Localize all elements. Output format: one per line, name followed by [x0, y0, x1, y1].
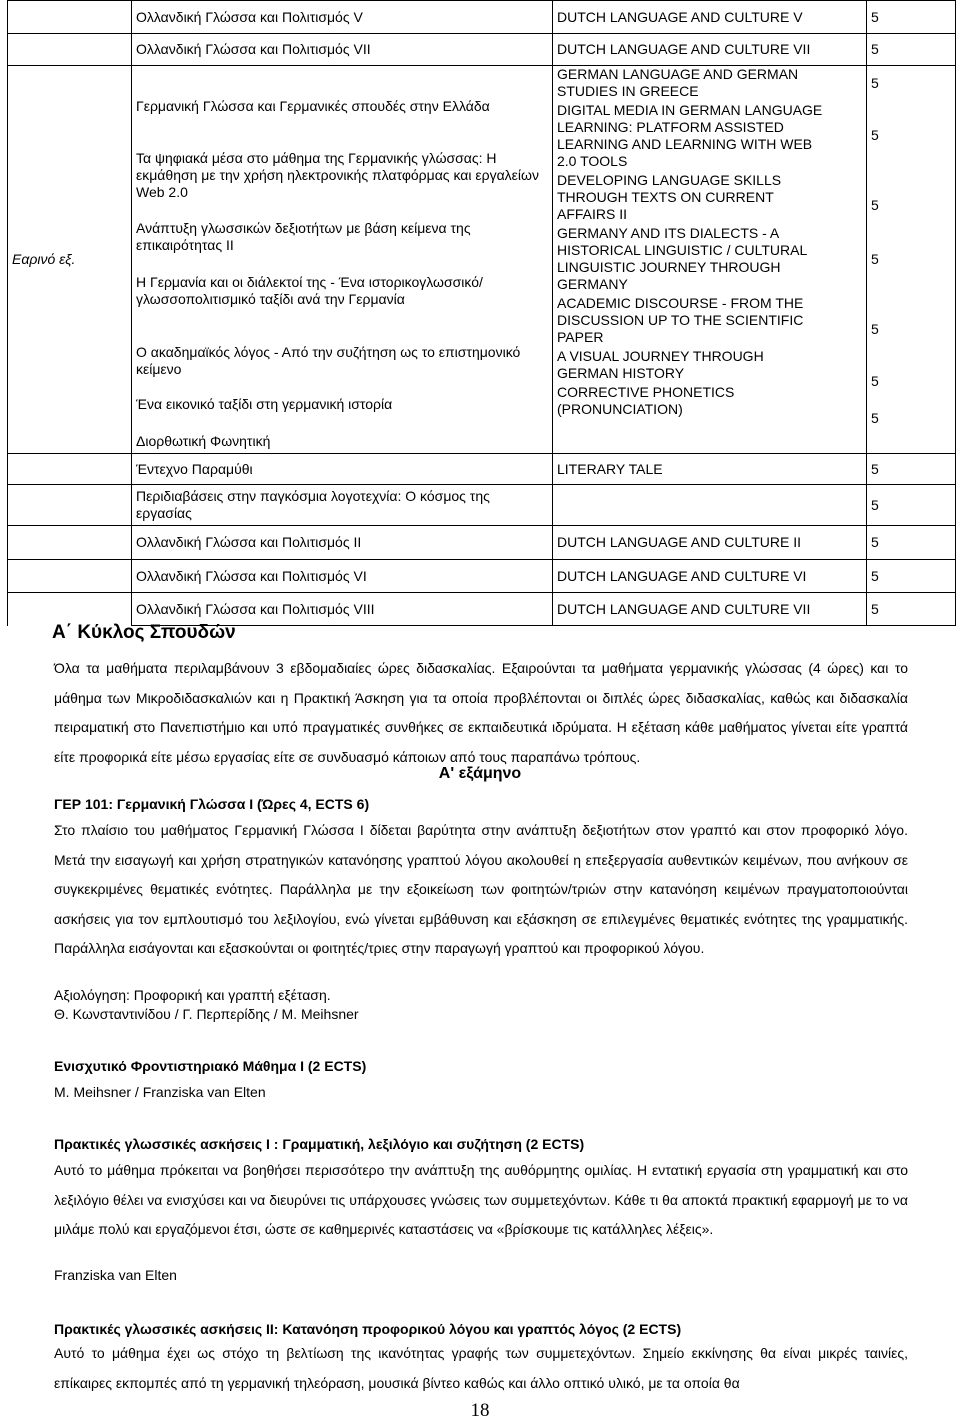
table-row — [8, 1, 956, 34]
spring-ects-list — [867, 66, 956, 454]
course-101-assessment: Αξιολόγηση: Προφορική και γραπτή εξέταση. — [54, 987, 331, 1003]
course-english: DIGITAL MEDIA IN GERMAN LANGUAGE LEARNING: PLATFORM ASSISTED LEARNING AND LEARNING WITH WEB 2.0 TOOLS — [557, 102, 823, 169]
intro-paragraph: Όλα τα μαθήματα περιλαμβάνουν 3 εβδομαδιαίες ώρες διδασκαλίας. Εξαιρούνται τα μαθήματα γερμανικής γλώσσας (4 ώρες) και το μάθημα των Μικροδιδασκαλιών και η Πρακτική Άσκηση για τα οποία προβλέπονται οι διπλές ώρες διδασκαλίας, καθώς και διδασκαλία πειραματική στο Πανεπιστήμιο και υπό πραγματικές συνθήκες σε εκπαιδευτικά ιδρύματα. Η εξέταση κάθε μαθήματος γίνεται είτε γραπτά είτε προφορικά είτε μέσω εργασίας είτε σε συνδυασμό κάποιων από τους παραπάνω τρόπους. — [54, 660, 908, 765]
practice1-title: Πρακτικές γλωσσικές ασκήσεις Ι : Γραμματική, λεξιλόγιο και συζήτηση (2 ECTS) — [54, 1136, 585, 1152]
semester-cell — [8, 560, 132, 593]
tutorial-title: Ενισχυτικό Φροντιστηριακό Μάθημα Ι (2 ECTS) — [54, 1058, 367, 1074]
course-101-title: ΓΕΡ 101: Γερμανική Γλώσσα Ι (Ώρες 4, ECTS 6) — [54, 796, 370, 812]
course-greek: Ολλανδική Γλώσσα και Πολιτισμός VIII — [132, 593, 553, 626]
course-english: A VISUAL JOURNEY THROUGH GERMAN HISTORY — [557, 348, 764, 381]
course-english — [553, 485, 867, 526]
tutorial-instructors: M. Meihsner / Franziska van Elten — [54, 1084, 266, 1100]
course-english: LITERARY TALE — [553, 454, 867, 485]
cycle-title: Α΄ Κύκλος Σπουδών — [52, 622, 236, 643]
course-ects: 5 — [867, 485, 956, 526]
course-ects: 5 — [871, 373, 879, 389]
course-greek: Ολλανδική Γλώσσα και Πολιτισμός VII — [132, 34, 553, 66]
table-row — [8, 66, 956, 454]
course-greek: Έντεχνο Παραμύθι — [132, 454, 553, 485]
practice1-text: Αυτό το μάθημα πρόκειται να βοηθήσει περισσότερο την ανάπτυξη της αυθόρμητης ομιλίας. Η εντατική εργασία στη γραμματική και στο λεξιλόγιο θέλει να ενισχύσει και να διευρύνει τις υπάρχουσες γνώσεις των συμμετεχόντων. Κάθε τι θα αποκτά πρακτική εφαρμογή με το να μιλάμε πολύ και εργαζόμενοι έτσι, ώστε σε καθημερινές καταστάσεις να «βρίσκουμε τις κατάλληλες λέξεις». — [54, 1162, 908, 1237]
spring-english-list — [553, 66, 867, 454]
course-greek: Ένα εικονικό ταξίδι στη γερμανική ιστορία — [136, 396, 393, 412]
course-english: DEVELOPING LANGUAGE SKILLS THROUGH TEXTS ON CURRENT AFFAIRS II — [557, 172, 782, 222]
course-english: GERMAN LANGUAGE AND GERMAN STUDIES IN GREECE — [557, 66, 799, 99]
course-greek: Ο ακαδημαϊκός λόγος - Από την συζήτηση ως το επιστημονικό κείμενο — [136, 344, 521, 377]
practice2-text: Αυτό το μάθημα έχει ως στόχο τη βελτίωση της ικανότητας γραφής των συμμετεχόντων. Σημείο εκκίνησης θα είναι μικρές ταινίες, επίκαιρες εκπομπές από τη γερμανική τηλεόραση, μουσικά βίντεο καθώς και άλλο οπτικό υλικό, με τα οποία θα — [54, 1345, 908, 1391]
practice1-instructor: Franziska van Elten — [54, 1267, 177, 1283]
course-greek: Περιδιαβάσεις στην παγκόσμια λογοτεχνία: Ο κόσμος της εργασίας — [132, 485, 553, 526]
course-ects: 5 — [871, 321, 879, 337]
course-101-instructors: Θ. Κωνσταντινίδου / Γ. Περπερίδης / M. Meihsner — [54, 1006, 359, 1022]
course-ects: 5 — [867, 526, 956, 560]
semester-cell — [8, 593, 132, 626]
course-english: GERMANY AND ITS DIALECTS - A HISTORICAL LINGUISTIC / CULTURAL LINGUISTIC JOURNEY THROUGH GERMANY — [557, 225, 808, 292]
course-ects: 5 — [871, 197, 879, 213]
table-row — [8, 560, 956, 593]
semester-cell — [8, 1, 132, 34]
course-english: DUTCH LANGUAGE AND CULTURE II — [553, 526, 867, 560]
course-greek: Ολλανδική Γλώσσα και Πολιτισμός VI — [132, 560, 553, 593]
course-ects: 5 — [867, 560, 956, 593]
course-ects: 5 — [867, 34, 956, 66]
semester-cell — [8, 526, 132, 560]
course-english: DUTCH LANGUAGE AND CULTURE V — [553, 1, 867, 34]
course-greek: Διορθωτική Φωνητική — [136, 433, 271, 449]
course-greek: Γερμανική Γλώσσα και Γερμανικές σπουδές στην Ελλάδα — [136, 98, 490, 114]
course-greek: Ανάπτυξη γλωσσικών δεξιοτήτων με βάση κείμενα της επικαιρότητας II — [136, 220, 471, 253]
semester-title: Α' εξάμηνο — [438, 765, 522, 782]
course-english: DUTCH LANGUAGE AND CULTURE VI — [553, 560, 867, 593]
course-ects: 5 — [867, 1, 956, 34]
course-101-text: Στο πλαίσιο του μαθήματος Γερμανική Γλώσσα Ι δίδεται βαρύτητα στην ανάπτυξη δεξιοτήτων στον γραπτό και στον προφορικό λόγο. Μετά την εισαγωγή και χρήση στρατηγικών κατανόησης γραπτού λόγου ακολουθεί η επεξεργασία αυθεντικών κειμένων, που ανήκουν σε συγκεκριμένες θεματικές ενότητες. Παράλληλα με την εξοικείωση των φοιτητών/τριών στην κατανόηση κειμένων πραγματοποιούνται ασκήσεις για τον εμπλουτισμό του λεξιλογίου, ενώ γίνεται εμβάθυνση και εξάσκηση σε επιλεγμένες θεματικές ενότητες της γραμματικής. Παράλληλα εισάγονται και εξασκούνται οι φοιτητές/τριες στην παραγωγή γραπτού και προφορικού λόγου. — [54, 822, 908, 956]
semester-cell — [8, 454, 132, 485]
course-ects: 5 — [871, 251, 879, 267]
semester-cell — [8, 485, 132, 526]
table-row — [8, 593, 956, 626]
course-greek: Η Γερμανία και οι διάλεκτοί της - Ένα ιστορικογλωσσικό/ γλωσσοπολιτισμικό ταξίδι ανά την Γερμανία — [136, 274, 483, 307]
table-row — [8, 485, 956, 526]
page-number: 18 — [470, 1400, 490, 1421]
semester-cell — [8, 34, 132, 66]
course-greek: Ολλανδική Γλώσσα και Πολιτισμός II — [132, 526, 553, 560]
course-english: ACADEMIC DISCOURSE - FROM THE DISCUSSION UP TO THE SCIENTIFIC PAPER — [557, 295, 804, 345]
practice2-title: Πρακτικές γλωσσικές ασκήσεις II: Κατανόηση προφορικού λόγου και γραπτός λόγος (2 ECTS) — [54, 1321, 682, 1337]
course-greek: Τα ψηφιακά μέσα στο μάθημα της Γερμανικής γλώσσας: Η εκμάθηση με την χρήση ηλεκτρονικής πλατφόρμας και εργαλείων Web 2.0 — [136, 150, 539, 200]
spring-greek-list — [132, 66, 553, 454]
table-row — [8, 526, 956, 560]
course-table — [7, 0, 956, 626]
semester-label: Εαρινό εξ. — [8, 66, 132, 454]
table-row — [8, 454, 956, 485]
course-english: DUTCH LANGUAGE AND CULTURE VII — [553, 34, 867, 66]
course-ects: 5 — [867, 593, 956, 626]
course-ects: 5 — [871, 410, 879, 426]
course-ects: 5 — [867, 454, 956, 485]
course-ects: 5 — [871, 127, 879, 143]
course-greek: Ολλανδική Γλώσσα και Πολιτισμός V — [132, 1, 553, 34]
course-english: CORRECTIVE PHONETICS (PRONUNCIATION) — [557, 384, 735, 417]
table-row — [8, 34, 956, 66]
course-ects: 5 — [871, 75, 879, 91]
course-english: DUTCH LANGUAGE AND CULTURE VII — [553, 593, 867, 626]
